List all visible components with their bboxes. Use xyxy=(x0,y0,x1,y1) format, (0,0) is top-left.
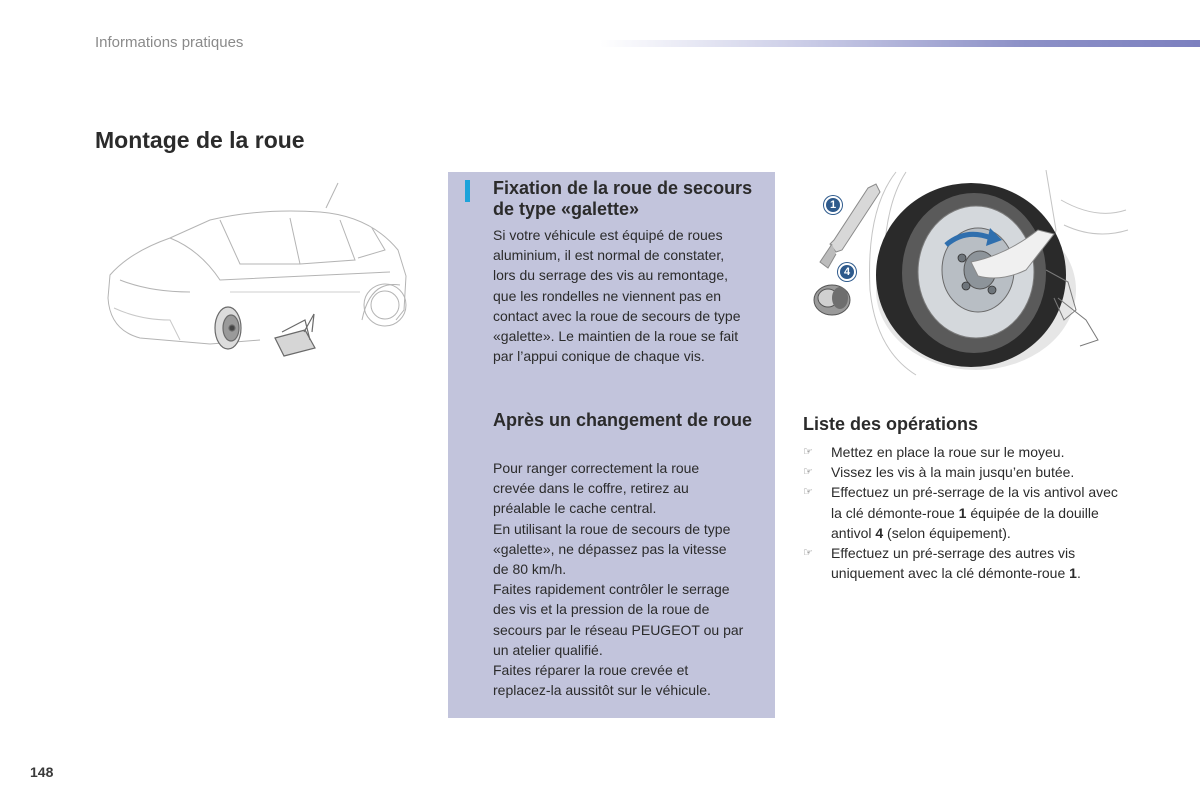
wrench-ref: 1 xyxy=(958,504,967,521)
operation-text: Mettez en place la roue sur le moyeu. xyxy=(831,444,1065,460)
text-line: replacez-la aussitôt sur le véhicule. xyxy=(493,682,711,699)
text-line: «galette». Le maintien de la roue se fait xyxy=(493,328,739,345)
callout-1-label: 1 xyxy=(829,199,837,211)
operations-list xyxy=(803,442,1123,583)
text-line: crevée dans le coffre, retirez au xyxy=(493,480,689,497)
text-line: lors du serrage des vis au remontage, xyxy=(493,267,729,284)
wheel-mounting-illustration xyxy=(806,170,1130,390)
text-line: préalable le cache central. xyxy=(493,500,657,517)
text-line: par l’appui conique de chaque vis. xyxy=(493,348,705,365)
text-line: de 80 km/h. xyxy=(493,561,567,578)
pointing-hand-icon: ☞ xyxy=(803,486,813,499)
operation-text: (selon équipement). xyxy=(883,524,1011,541)
operation-text: . xyxy=(1076,565,1081,582)
text-line: contact avec la roue de secours de type xyxy=(493,307,741,324)
wrench-ref: 1 xyxy=(1069,565,1077,582)
text-line: des vis et la pression de la roue de xyxy=(493,601,710,618)
operation-item xyxy=(803,482,1123,543)
page-title: Montage de la roue xyxy=(95,127,305,153)
text-line: aluminium, il est normal de constater, xyxy=(493,247,725,264)
text-line: Si votre véhicule est équipé de roues xyxy=(493,227,723,243)
text-line: un atelier qualifié. xyxy=(493,641,603,658)
operation-item xyxy=(803,543,1123,583)
page-number: 148 xyxy=(30,764,54,780)
text-line: Pour ranger correctement la roue xyxy=(493,460,700,476)
operation-text: Effectuez un pré-serrage de la vis antivol avec la clé démonte-roue xyxy=(831,484,1118,521)
galette-fixing-heading: Fixation de la roue de secours de type «galette» xyxy=(493,178,753,219)
car-on-jack-illustration xyxy=(100,180,420,380)
operation-text: Vissez les vis à la main jusqu’en butée. xyxy=(831,464,1075,481)
pointing-hand-icon: ☞ xyxy=(803,466,813,479)
operation-text: Effectuez un pré-serrage des autres vis uniquement avec la clé démonte-roue xyxy=(831,545,1076,582)
callout-4-badge xyxy=(838,263,856,281)
operations-heading: Liste des opérations xyxy=(803,414,979,434)
callout-4-label: 4 xyxy=(843,266,851,278)
text-line: secours par le réseau PEUGEOT ou par xyxy=(493,621,744,638)
text-line: «galette», ne dépassez pas la vitesse xyxy=(493,540,727,557)
galette-fixing-text xyxy=(493,225,773,366)
callout-1-badge xyxy=(824,196,842,214)
text-line: que les rondelles ne viennent pas en xyxy=(493,287,722,304)
operation-item xyxy=(803,442,1123,462)
socket-ref: 4 xyxy=(875,524,884,541)
section-header: Informations pratiques xyxy=(95,34,244,51)
operation-text: équipée de la douille antivol xyxy=(831,504,1099,541)
header-gradient-bar xyxy=(600,40,1200,47)
pointing-hand-icon: ☞ xyxy=(803,547,813,560)
text-line: En utilisant la roue de secours de type xyxy=(493,520,731,537)
text-line: Faites réparer la roue crevée et xyxy=(493,662,689,679)
after-change-text xyxy=(493,458,773,700)
operation-item xyxy=(803,462,1123,482)
pointing-hand-icon: ☞ xyxy=(803,446,813,458)
info-marker-icon xyxy=(465,180,470,202)
text-line: Faites rapidement contrôler le serrage xyxy=(493,581,730,598)
after-change-heading: Après un changement de roue xyxy=(493,410,753,430)
